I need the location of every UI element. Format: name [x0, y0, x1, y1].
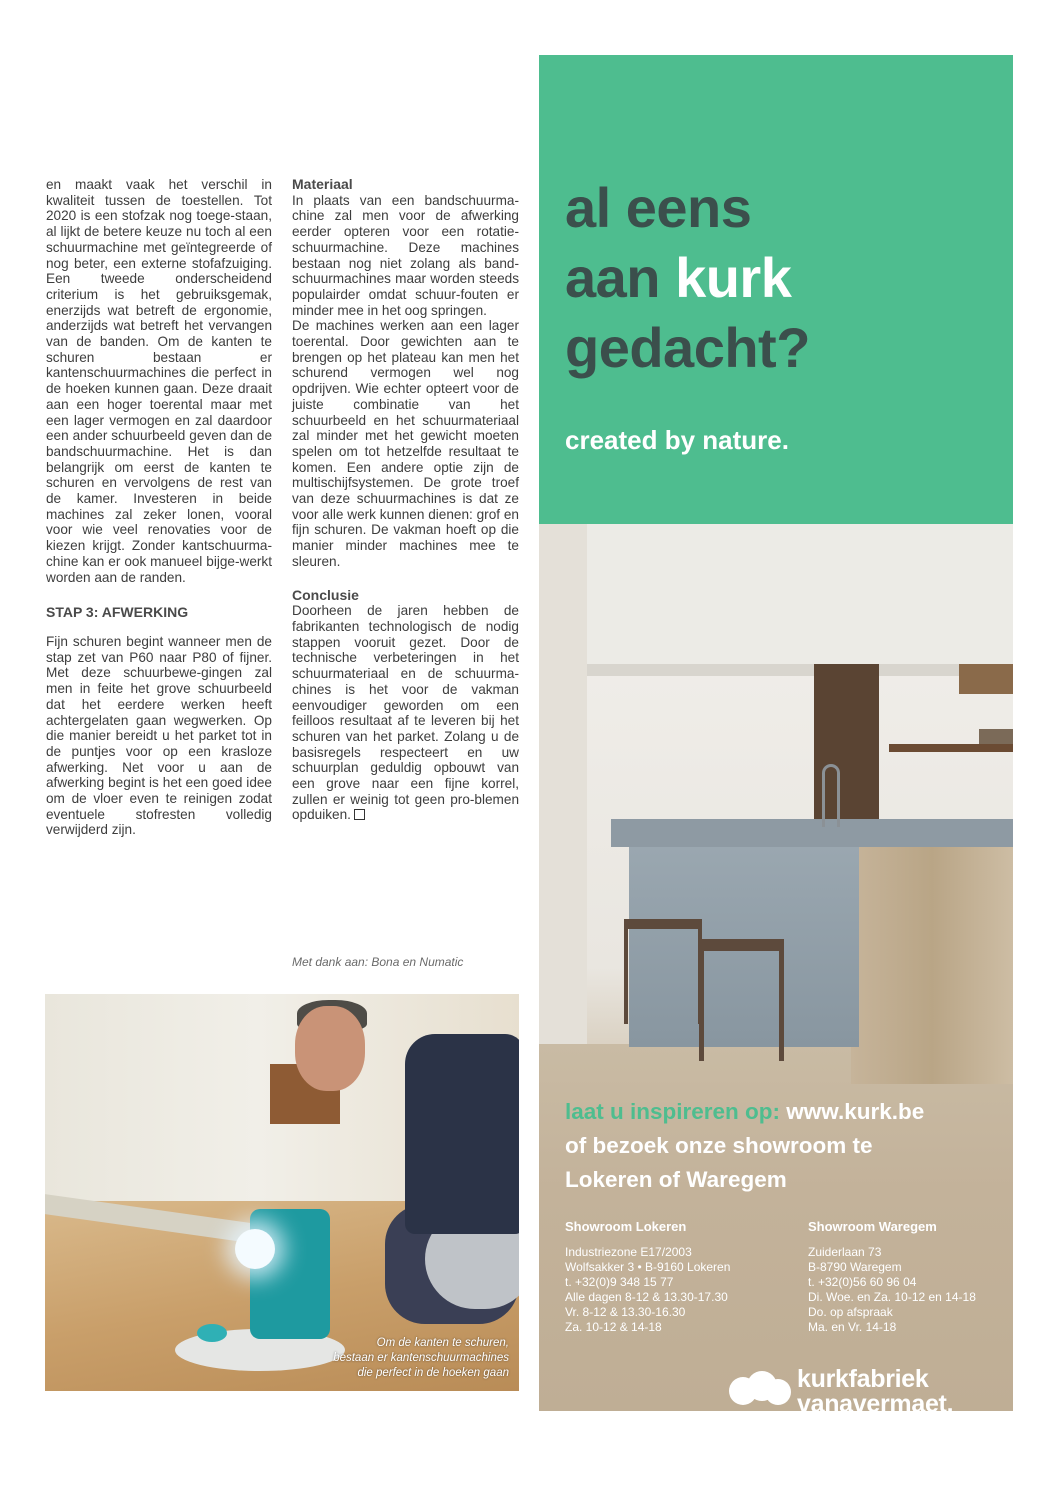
kurkfabriek-logo [729, 1367, 999, 1427]
kitchen-tap [822, 764, 840, 827]
concrete-countertop [611, 819, 1013, 847]
showroom-title: Showroom Lokeren [565, 1219, 687, 1234]
website-link[interactable]: www.kurk.be [786, 1099, 925, 1124]
paragraph: In plaats van een bandschuurma-chine zal men voor de afwerking eerder opteren voor een rotatie-schuurmachine. Deze machines bestaan nog niet zolang als band-schuurmachines maar worden steeds populairder omdat schuur-fouten er minder mee in het oog springen. [292, 192, 519, 318]
ad-call-to-action [565, 1095, 924, 1197]
brick-wall [539, 524, 587, 1044]
showroom-waregem [808, 1219, 976, 1335]
hours-line: Vr. 8-12 & 13.30-16.30 [565, 1305, 686, 1319]
beam-shadow [587, 664, 1013, 676]
wall-shelf [889, 744, 1013, 752]
sander-light [235, 1229, 275, 1269]
phone-line: t. +32(0)9 348 15 77 [565, 1275, 674, 1289]
logo-wordmark [797, 1367, 953, 1417]
end-of-article-icon [354, 809, 365, 820]
wooden-cabinet [851, 834, 1013, 1084]
headline-line: aan [565, 246, 676, 309]
paragraph: De machines werken aan een lager toerental. Door gewichten aan te brengen op het plateau kan men het schurend vermogen wel nog opdrijven. Wie echter opteert voor de juiste combinatie van het schuurbeeld en het schuurmateriaal zal minder met het gewicht moeten spelen om tot hetzelfde resultaat te komen. Een andere optie zijn de multischijfsystemen. De grote troef van deze schuurmachines is dat ze voor alle werk kunnen dienen: grof en fijn schuren. De vakman hoeft op die manier minder machines mee te sleuren. [292, 318, 519, 569]
ad-green-panel [539, 55, 1013, 524]
edge-sander-photo [45, 994, 519, 1391]
headline-highlight: kurk [675, 246, 792, 309]
cork-advertisement [539, 55, 1013, 1418]
edge-sander-machine [250, 1209, 330, 1339]
photo-caption [333, 1336, 509, 1381]
hours-line: Di. Woe. en Za. 10-12 en 14-18 [808, 1290, 976, 1304]
paragraph: Fijn schuren begint wanneer men de stap zet van P60 naar P80 of fijner. Met deze schuurbewe-gingen zal men in feite het grove schuurbeeld dat het eerdere werken heeft achtergelaten gaan wegwerken. Op die manier bereidt u het parket tot in de puntjes voor op een krasloze afwerking. Net voor u aan de afwerking begint is het een goed idee om de vloer even te reinigen zodat eventuele stofresten volledig verwijderd zijn. [46, 633, 272, 838]
address-line: Zuiderlaan 73 [808, 1245, 882, 1259]
caption-line: die perfect in de hoeken gaan [357, 1367, 509, 1379]
headline-line: gedacht? [565, 316, 810, 379]
ad-headline [565, 173, 810, 383]
sander-disc [197, 1324, 227, 1342]
article-column-2 [292, 177, 519, 823]
logo-line: vanavermaet. [797, 1390, 954, 1418]
section-heading: STAP 3: AFWERKING [46, 604, 189, 621]
hours-line: Do. op afspraak [808, 1305, 893, 1319]
ad-tagline: created by nature. [565, 425, 789, 455]
ceiling-beam [587, 524, 1013, 664]
hours-line: Za. 10-12 & 14-18 [565, 1320, 662, 1334]
article-column-1 [46, 177, 272, 838]
paragraph: en maakt vaak het verschil in kwaliteit tussen de toestellen. Tot 2020 is een stofzak nog toege-staan, al lijkt de betere keuze nu toch al een schuurmachine met geïntegreerde of nog beter, een externe stofafzuiging. Een tweede onderscheidend criterium is het gebruiksgemak, enerzijds wat betreft de ergonomie, anderzijds wat betreft het vervangen van de banden. Om de kanten te schuren bestaan er kantenschuurmachines die perfect in de hoeken kunnen gaan. Deze draait aan een hoger toerental maar met een lager vermogen en zal daardoor een ander schuurbeeld geven dan de bandschuurmachine. Het is dan belangrijk om eerst de kanten te schuren en vervolgens de rest van de kamer. Investeren in beide machines zal zeker lonen, vooral voor wie veel renovaties voor de kiezen krijgt. Zonder kantschuurma-chine kan er ook manueel bijge-werkt worden aan de randen. [46, 177, 272, 585]
tree-logo-icon [729, 1371, 791, 1411]
headline-line: al eens [565, 176, 752, 239]
worker-body [405, 1034, 519, 1234]
wooden-stool [624, 919, 702, 1024]
cta-lead: laat u inspireren op: [565, 1099, 787, 1124]
caption-line: Om de kanten te schuren, [376, 1337, 509, 1349]
wooden-hood [959, 664, 1013, 694]
section-heading: Materiaal [292, 176, 353, 192]
shelf-jars [979, 729, 1013, 744]
cta-line: of bezoek onze showroom te [565, 1133, 873, 1158]
wooden-stool [699, 939, 784, 1061]
cta-line: Lokeren of Waregem [565, 1167, 787, 1192]
address-line: Industriezone E17/2003 [565, 1245, 692, 1259]
section-heading: Conclusie [292, 586, 359, 603]
showroom-title: Showroom Waregem [808, 1219, 937, 1234]
caption-line: bestaan er kantenschuurmachines [333, 1352, 509, 1364]
logo-line: kurkfabriek [797, 1365, 929, 1393]
showroom-lokeren [565, 1219, 730, 1335]
paragraph-conclusion [292, 603, 519, 823]
hours-line: Ma. en Vr. 14-18 [808, 1320, 897, 1334]
address-line: B-8790 Waregem [808, 1260, 902, 1274]
phone-line: t. +32(0)56 60 96 04 [808, 1275, 917, 1289]
paragraph-text: Doorheen de jaren hebben de fabrikanten technologisch de nodig stappen vooruit gezet. Door de technische verbeteringen in het schuurmateriaal en de schuurma-chines is het voor de vakman eenvoudiger geworden om een feilloos resultaat af te leveren bij het schuren van het parket. Zolang u de basisregels respecteert en uw schuurplan geduldig opbouwt van een grove naar een fijne korrel, zullen er weinig tot geen pro-blemen opduiken. [292, 603, 519, 823]
worker-head [295, 1006, 365, 1091]
hours-line: Alle dagen 8-12 & 13.30-17.30 [565, 1290, 728, 1304]
address-line: Wolfsakker 3 • B-9160 Lokeren [565, 1260, 731, 1274]
photo-credit: Met dank aan: Bona en Numatic [292, 955, 464, 969]
